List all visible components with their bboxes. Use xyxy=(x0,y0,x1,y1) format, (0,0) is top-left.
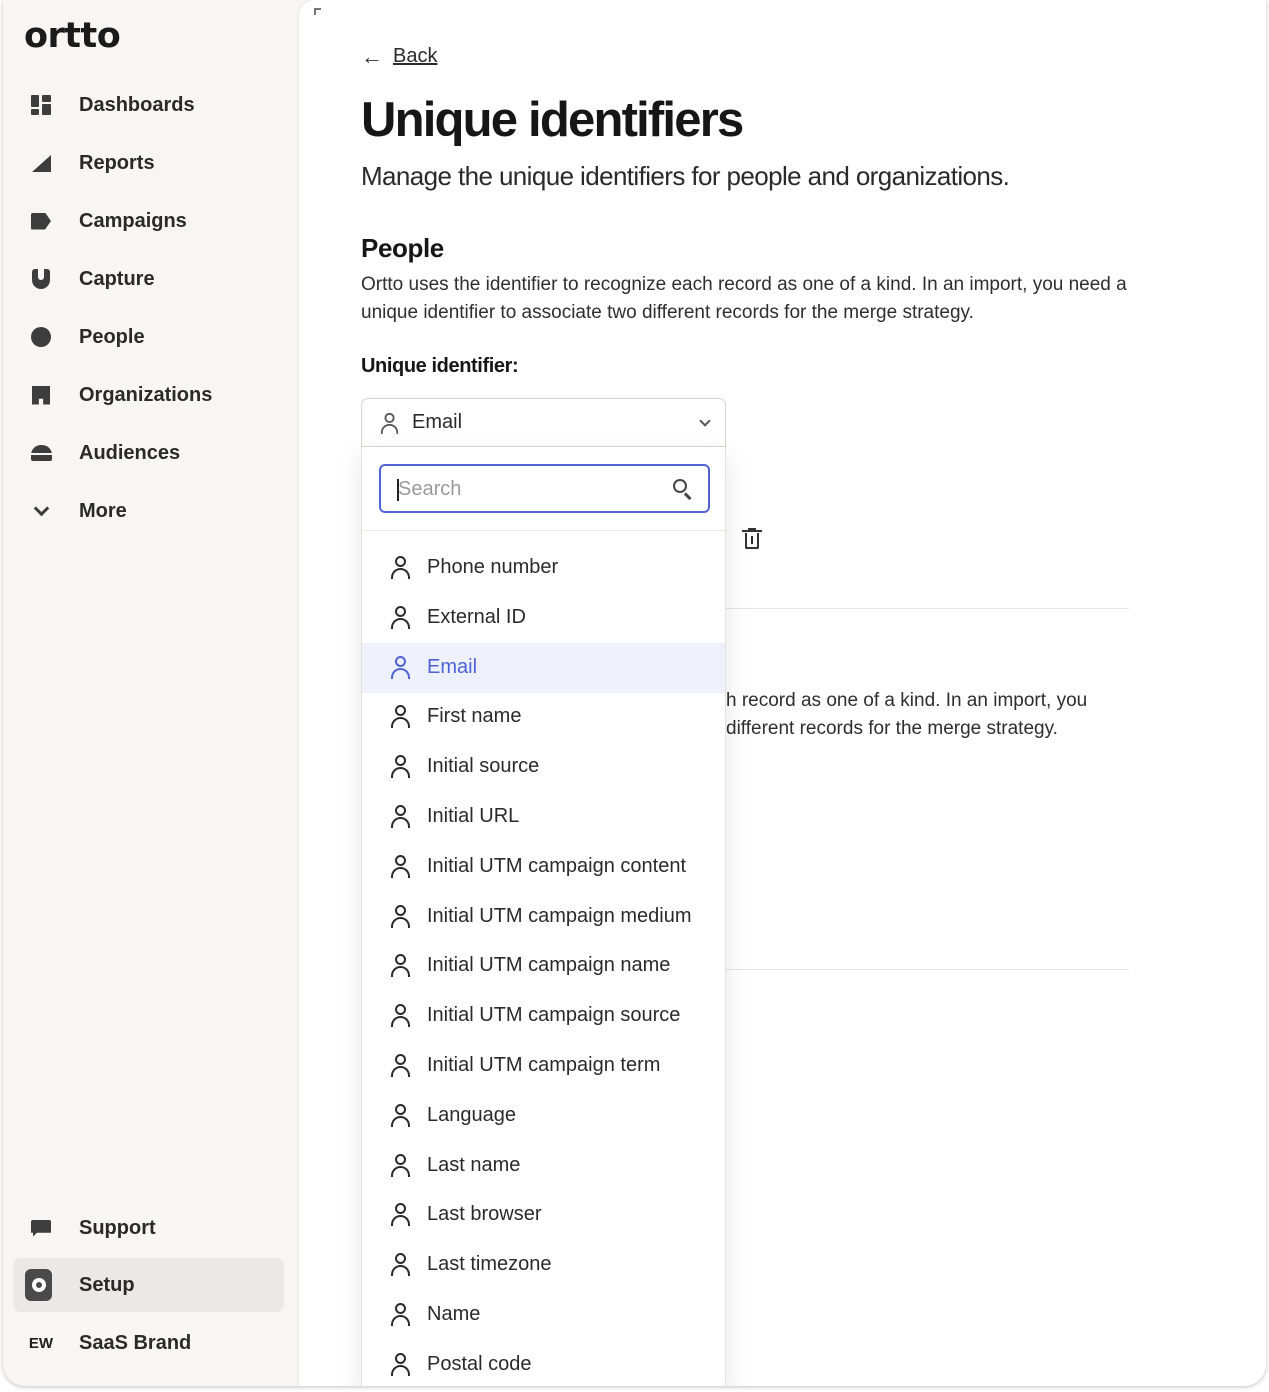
ortto-logo[interactable]: ortto xyxy=(24,16,121,56)
sidebar-item-label: SaaS Brand xyxy=(79,1331,192,1354)
dropdown-option-label: Last browser xyxy=(427,1203,542,1226)
sidebar-item-label: Dashboards xyxy=(79,93,195,116)
sidebar-item-organizations[interactable] xyxy=(13,368,284,422)
person-icon xyxy=(389,1003,413,1027)
people-description: Ortto uses the identifier to recognize each record as one of a kind. In an import, you need a unique identifier to associate two different records for the merge strategy. xyxy=(361,274,1127,323)
dropdown-option[interactable] xyxy=(362,792,725,842)
text-cursor xyxy=(397,479,399,501)
back-label: Back xyxy=(393,45,438,67)
dropdown-option[interactable] xyxy=(362,593,725,643)
sidebar-item-label: Organizations xyxy=(79,383,213,406)
person-icon xyxy=(389,605,413,629)
sidebar-item-campaigns[interactable] xyxy=(13,194,284,248)
sidebar-item-label: Setup xyxy=(79,1273,135,1296)
person-icon xyxy=(389,1053,413,1077)
page-subtitle: Manage the unique identifiers for people and organizations. xyxy=(361,161,1010,191)
dropdown-option[interactable] xyxy=(362,1141,725,1191)
support-icon xyxy=(30,1217,52,1239)
search-placeholder: Search xyxy=(398,478,462,500)
dropdown-option[interactable] xyxy=(362,643,725,693)
dropdown-option-label: Initial UTM campaign content xyxy=(427,854,687,877)
dropdown-option-label: Initial source xyxy=(427,755,540,778)
dropdown-option-label: Initial UTM campaign source xyxy=(427,1004,681,1027)
dropdown-option[interactable] xyxy=(362,991,725,1041)
dropdown-option-label: Initial URL xyxy=(427,805,520,827)
dropdown-option-label: Initial UTM campaign medium xyxy=(427,904,692,927)
chevron-down-icon xyxy=(699,415,710,426)
sidebar-item-support[interactable] xyxy=(13,1201,284,1255)
dropdown-option[interactable] xyxy=(362,1290,725,1340)
sidebar-item-capture[interactable] xyxy=(13,252,284,306)
sidebar-item-reports[interactable] xyxy=(13,136,284,190)
back-link[interactable] xyxy=(361,45,437,68)
dashboards-icon xyxy=(30,94,52,116)
dropdown-option-label: Name xyxy=(427,1303,481,1325)
sidebar-item-label: People xyxy=(79,325,145,348)
trash-icon[interactable] xyxy=(742,528,762,550)
avatar: EW xyxy=(28,1334,54,1352)
person-icon xyxy=(389,1153,413,1177)
person-icon xyxy=(379,412,401,434)
audiences-icon xyxy=(30,442,52,464)
dropdown-option-label: Last name xyxy=(427,1153,521,1176)
reports-icon xyxy=(30,152,52,174)
main-content xyxy=(299,0,1266,1386)
unique-identifier-label: Unique identifier: xyxy=(361,355,519,377)
dropdown-option[interactable] xyxy=(362,543,725,593)
dropdown-option-label: Initial UTM campaign term xyxy=(427,1054,661,1076)
page-title: Unique identifiers xyxy=(361,93,743,147)
capture-icon xyxy=(30,268,52,290)
search-icon xyxy=(673,479,692,498)
dropdown-option[interactable] xyxy=(362,1340,725,1386)
dropdown-option[interactable] xyxy=(362,1190,725,1240)
person-icon xyxy=(389,1252,413,1276)
dropdown-option[interactable] xyxy=(362,1091,725,1141)
dropdown-option[interactable] xyxy=(362,941,725,991)
app-window xyxy=(3,0,1266,1386)
dropdown-option-label: Phone number xyxy=(427,556,559,578)
sidebar-item-more[interactable] xyxy=(13,484,284,538)
dropdown-option-label: Last timezone xyxy=(427,1253,552,1276)
person-icon xyxy=(389,704,413,728)
dropdown-option-label: Email xyxy=(427,655,478,678)
sidebar-item-label: Campaigns xyxy=(79,209,187,232)
sidebar-item-label: Audiences xyxy=(79,441,181,464)
dropdown-option[interactable] xyxy=(362,692,725,742)
search-input[interactable] xyxy=(379,464,710,513)
people-icon xyxy=(30,326,52,348)
sidebar-item-setup[interactable] xyxy=(13,1258,284,1312)
dropdown-option-label: Postal code xyxy=(427,1352,532,1375)
search-wrap xyxy=(362,447,725,531)
sidebar-item-audiences[interactable] xyxy=(13,426,284,480)
person-icon xyxy=(389,904,413,928)
dropdown-option[interactable] xyxy=(362,1041,725,1091)
dropdown-option[interactable] xyxy=(362,742,725,792)
person-icon xyxy=(389,854,413,878)
dropdown-option-label: External ID xyxy=(427,605,526,628)
person-icon xyxy=(389,1352,413,1376)
dropdown-option-label: Initial UTM campaign name xyxy=(427,954,671,977)
selected-identifier: Email xyxy=(412,411,463,433)
corner-icon xyxy=(314,8,321,15)
sidebar-item-label: More xyxy=(79,499,127,522)
dropdown-option-label: Language xyxy=(427,1103,516,1126)
people-heading: People xyxy=(361,233,444,263)
dropdown-option[interactable] xyxy=(362,1240,725,1290)
person-icon xyxy=(389,1103,413,1127)
sidebar-item-dashboards[interactable] xyxy=(13,78,284,132)
sidebar-item-label: Capture xyxy=(79,267,155,290)
sidebar-item-people[interactable] xyxy=(13,310,284,364)
dropdown-option-label: First name xyxy=(427,705,522,728)
person-icon xyxy=(389,754,413,778)
person-icon xyxy=(389,1202,413,1226)
sidebar xyxy=(3,0,299,1386)
organizations-icon xyxy=(30,384,52,406)
arrow-left-icon: ← xyxy=(361,43,383,69)
unique-identifier-select[interactable] xyxy=(361,398,726,447)
chevron-down-icon xyxy=(30,500,52,522)
sidebar-item-account[interactable] xyxy=(13,1316,284,1370)
person-icon xyxy=(389,804,413,828)
dropdown-option[interactable] xyxy=(362,892,725,942)
campaigns-icon xyxy=(30,210,52,232)
dropdown-option[interactable] xyxy=(362,842,725,892)
sidebar-item-label: Reports xyxy=(79,151,155,174)
person-icon xyxy=(389,1302,413,1326)
person-icon xyxy=(389,655,413,679)
identifier-dropdown xyxy=(361,447,726,1386)
person-icon xyxy=(389,953,413,977)
person-icon xyxy=(389,555,413,579)
setup-icon xyxy=(30,1274,52,1296)
organizations-description: h record as one of a kind. In an import, you different records for the merge strategy. xyxy=(726,690,1088,739)
sidebar-item-label: Support xyxy=(79,1216,156,1239)
